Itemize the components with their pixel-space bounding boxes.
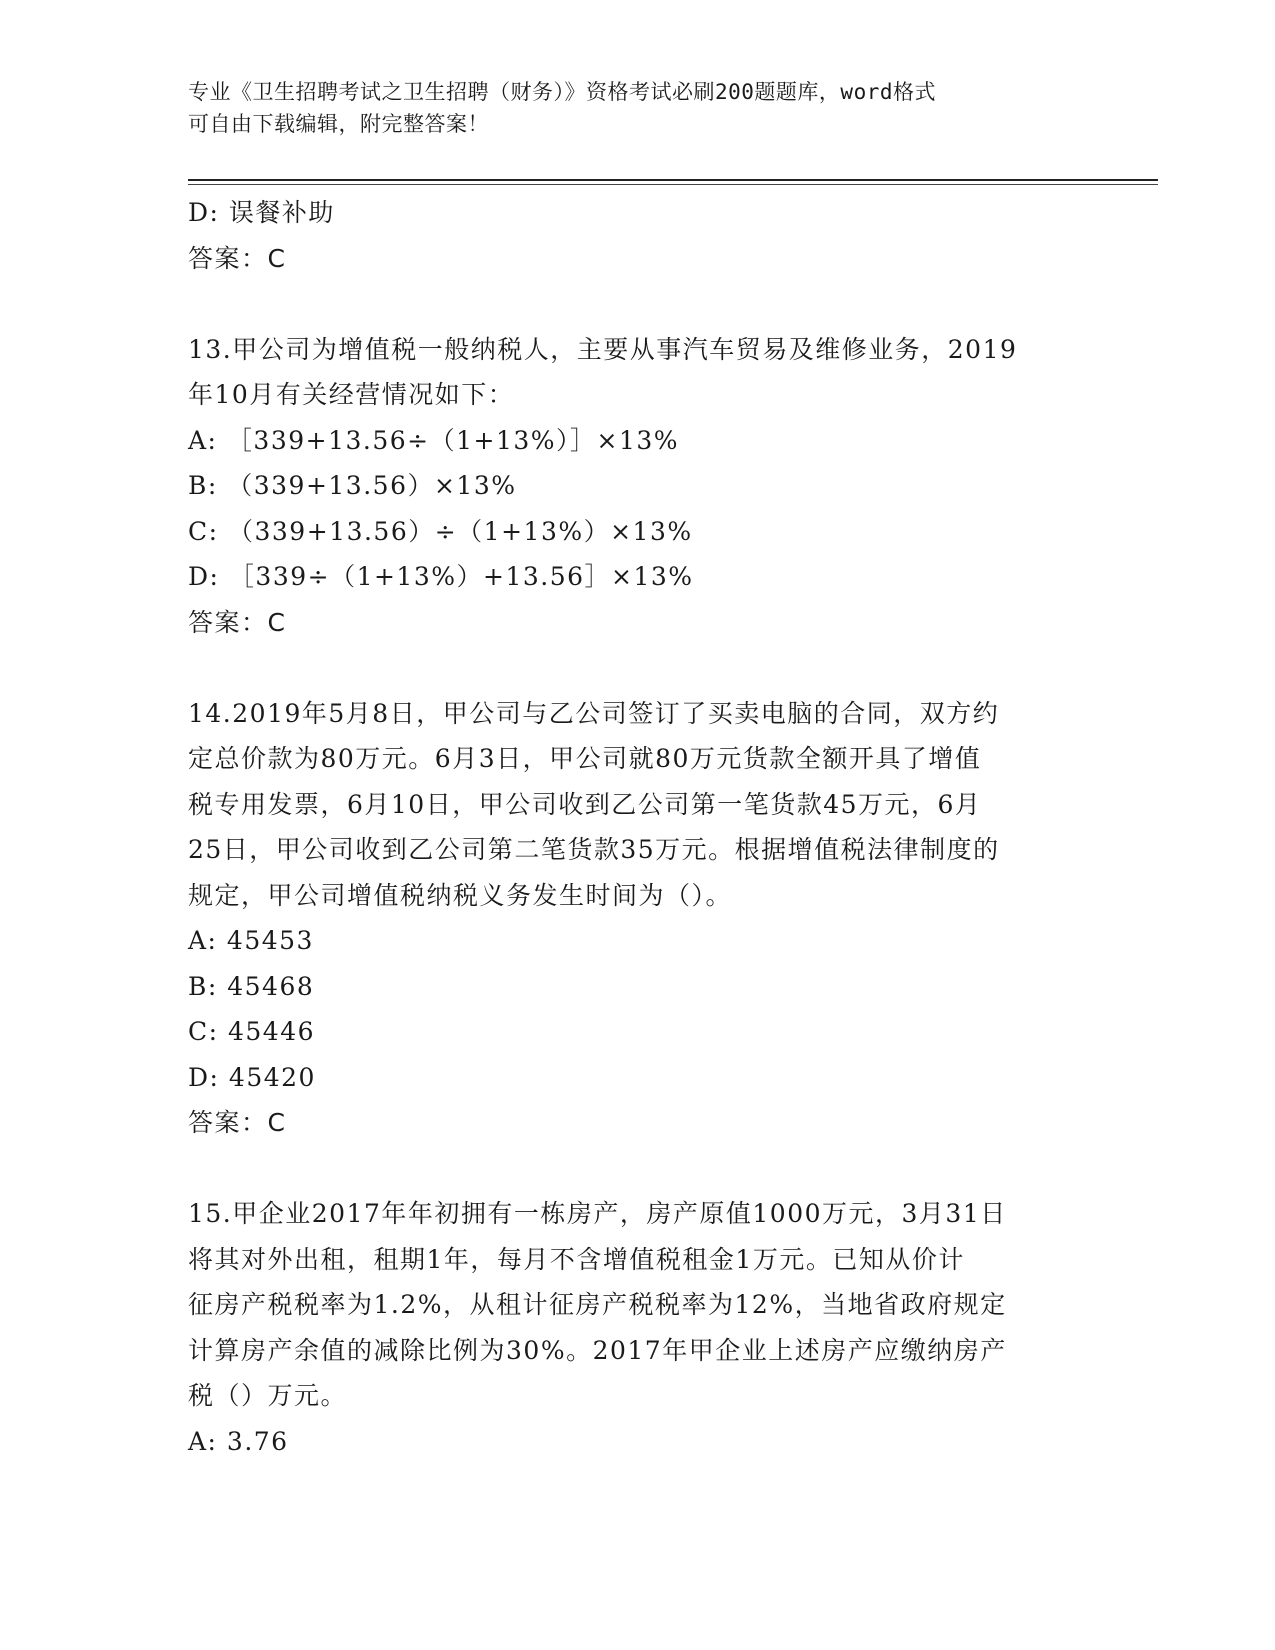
- q14-option-b: B: 45468: [188, 971, 315, 1001]
- q14-stem-line-1: 14.2019年5月8日，甲公司与乙公司签订了买卖电脑的合同，双方约: [188, 698, 1000, 728]
- q15-stem-line-4: 计算房产余值的减除比例为30%。2017年甲企业上述房产应缴纳房产: [188, 1335, 1007, 1365]
- q13-option-d: D: ［339÷（1+13%）+13.56］×13%: [188, 562, 694, 591]
- question-content: [188, 190, 1088, 1464]
- q13-option-c: C: （339+13.56）÷（1+13%）×13%: [188, 516, 693, 546]
- header-divider-thick: [188, 179, 1158, 181]
- header-divider-thin: [188, 184, 1158, 185]
- q13-answer: 答案：C: [188, 607, 287, 637]
- q15-stem-line-1: 15.甲企业2017年年初拥有一栋房产，房产原值1000万元，3月31日: [188, 1199, 1007, 1228]
- q15-option-a: A: 3.76: [188, 1426, 289, 1456]
- q15-stem-line-3: 征房产税税率为1.2%，从租计征房产税税率为12%，当地省政府规定: [188, 1290, 1007, 1319]
- spacer: [188, 645, 1088, 691]
- spacer: [188, 281, 1088, 327]
- q12-answer: 答案：C: [188, 243, 287, 273]
- q15-stem-line-5: 税（）万元。: [188, 1381, 348, 1410]
- q14-stem-line-4: 25日，甲公司收到乙公司第二笔货款35万元。根据增值税法律制度的: [188, 835, 1000, 864]
- q14-option-a: A: 45453: [188, 926, 314, 955]
- q15-stem-line-2: 将其对外出租，租期1年，每月不含增值税租金1万元。已知从价计: [188, 1244, 965, 1274]
- q12-option-d: D: 误餐补助: [188, 198, 335, 227]
- q14-answer: 答案：C: [188, 1108, 287, 1137]
- q14-option-c: C: 45446: [188, 1017, 316, 1046]
- q13-stem-line-1: 13.甲公司为增值税一般纳税人，主要从事汽车贸易及维修业务，2019: [188, 334, 1018, 364]
- q14-stem-line-3: 税专用发票，6月10日，甲公司收到乙公司第一笔货款45万元，6月: [188, 789, 982, 819]
- q13-option-b: B: （339+13.56）×13%: [188, 471, 517, 500]
- q14-stem-line-2: 定总价款为80万元。6月3日，甲公司就80万元货款全额开具了增值: [188, 744, 982, 773]
- header-title-line-1: 专业《卫生招聘考试之卫生招聘（财务）》资格考试必刷200题题库，word格式: [188, 80, 936, 104]
- spacer: [188, 1146, 1088, 1192]
- q13-stem-line-2: 年10月有关经营情况如下：: [188, 380, 515, 409]
- q13-option-a: A: ［339+13.56÷（1+13%）］×13%: [188, 425, 680, 455]
- header-title-line-2: 可自由下载编辑，附完整答案！: [188, 112, 489, 136]
- q14-stem-line-5: 规定，甲公司增值税纳税义务发生时间为（）。: [188, 880, 733, 910]
- page-header: [188, 76, 1068, 140]
- q14-option-d: D: 45420: [188, 1062, 316, 1092]
